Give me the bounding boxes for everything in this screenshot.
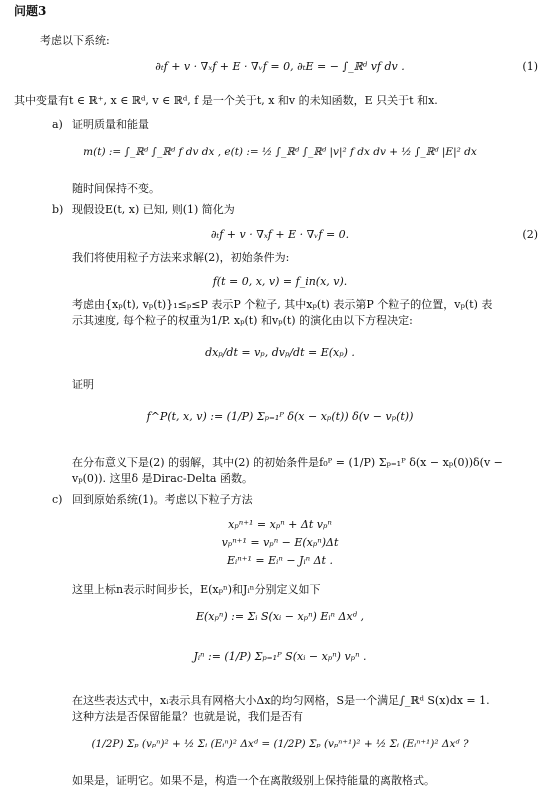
part-c-label: c) xyxy=(52,493,63,506)
part-b-label: b) xyxy=(52,203,64,216)
particle-odes: dxₚ/dt = vₚ, dvₚ/dt = E(xₚ) . xyxy=(205,346,355,359)
intro-text: 考虑以下系统: xyxy=(40,34,110,47)
particle-method-text: 我们将使用粒子方法来求解(2)，初始条件为: xyxy=(72,251,290,264)
equation-1: ∂ₜf + v · ∇ₓf + E · ∇ᵥf = 0, ∂ₜE = − ∫_ℝᵈ vf dv . xyxy=(155,60,405,73)
equation-2: ∂ₜf + v · ∇ₓf + E · ∇ᵥf = 0. xyxy=(210,228,350,241)
scheme-step-1: xₚⁿ⁺¹ = xₚⁿ + Δt vₚⁿ xyxy=(228,518,332,531)
current-deposit: Jᵢⁿ := (1/P) Σₚ₌₁ᴾ S(xᵢ − xₚⁿ) vₚⁿ . xyxy=(193,650,367,663)
part-c-text: 回到原始系统(1)。考虑以下粒子方法 xyxy=(72,493,253,506)
problem-title: 问题3 xyxy=(14,4,47,18)
superscript-explanation: 这里上标n表示时间步长，E(xₚⁿ)和Jᵢⁿ分别定义如下 xyxy=(72,583,321,596)
final-instruction: 如果是，证明它。如果不是，构造一个在离散级别上保持能量的离散格式。 xyxy=(72,774,435,787)
equation-1-number: (1) xyxy=(522,60,538,73)
energy-equation: (1/2P) Σₚ (vₚⁿ)² + ½ Σᵢ (Eᵢⁿ)² Δxᵈ = (1/2P) Σₚ (vₚⁿ⁺¹)² + ½ Σᵢ (Eᵢⁿ⁺¹)² Δxᵈ ? xyxy=(91,738,469,750)
scheme-step-2: vₚⁿ⁺¹ = vₚⁿ − E(xₚⁿ)Δt xyxy=(221,536,339,549)
scheme-step-3: Eᵢⁿ⁺¹ = Eᵢⁿ − Jᵢⁿ Δt . xyxy=(227,554,333,567)
part-a-after: 随时间保持不变。 xyxy=(72,182,160,195)
part-a-label: a) xyxy=(52,118,63,131)
consider-line-1: 考虑由{xₚ(t), vₚ(t)}₁≤ₚ≤P 表示P 个粒子, 其中xₚ(t) 表示第P 个粒子的位置，vₚ(t) 表 xyxy=(72,298,493,311)
equation-2-number: (2) xyxy=(522,228,538,241)
prove-label: 证明 xyxy=(72,378,94,391)
grid-line-2: 这种方法是否保留能量？也就是说，我们是否有 xyxy=(72,710,303,723)
part-a-text: 证明质量和能量 xyxy=(72,118,149,131)
field-interpolation: E(xₚⁿ) := Σᵢ S(xᵢ − xₚⁿ) Eᵢⁿ Δxᵈ , xyxy=(195,610,365,623)
empirical-distribution: f^P(t, x, v) := (1/P) Σₚ₌₁ᴾ δ(x − xₚ(t)) δ(v − vₚ(t)) xyxy=(146,410,414,423)
weak-solution-line-1: 在分布意义下是(2) 的弱解，其中(2) 的初始条件是f₀ᴾ = (1/P) Σₚ₌₁ᴾ δ(x − xₚ(0))δ(v − xyxy=(72,456,503,469)
weak-solution-line-2: vₚ(0)). 这里δ 是Dirac-Delta 函数。 xyxy=(72,472,253,485)
consider-line-2: 示其速度, 每个粒子的权重为1/P. xₚ(t) 和vₚ(t) 的演化由以下方程决定: xyxy=(72,314,413,327)
part-b-text: 现假设E(t, x) 已知, 则(1) 简化为 xyxy=(72,203,235,216)
initial-condition: f(t = 0, x, v) = f_in(x, v). xyxy=(212,275,348,288)
mass-energy-formula: m(t) := ∫_ℝᵈ ∫_ℝᵈ f dv dx , e(t) := ½ ∫_ℝᵈ ∫_ℝᵈ |v|² f dx dv + ½ ∫_ℝᵈ |E|² dx xyxy=(83,146,477,158)
grid-line-1: 在这些表达式中，xᵢ表示具有网格大小Δx的均匀网格，S是一个满足∫_ℝᵈ S(x)dx = 1. xyxy=(72,694,490,707)
variables-line: 其中变量有t ∈ ℝ⁺, x ∈ ℝᵈ, v ∈ ℝᵈ, f 是一个关于t, x 和v 的未知函数，E 只关于t 和x. xyxy=(14,94,438,107)
